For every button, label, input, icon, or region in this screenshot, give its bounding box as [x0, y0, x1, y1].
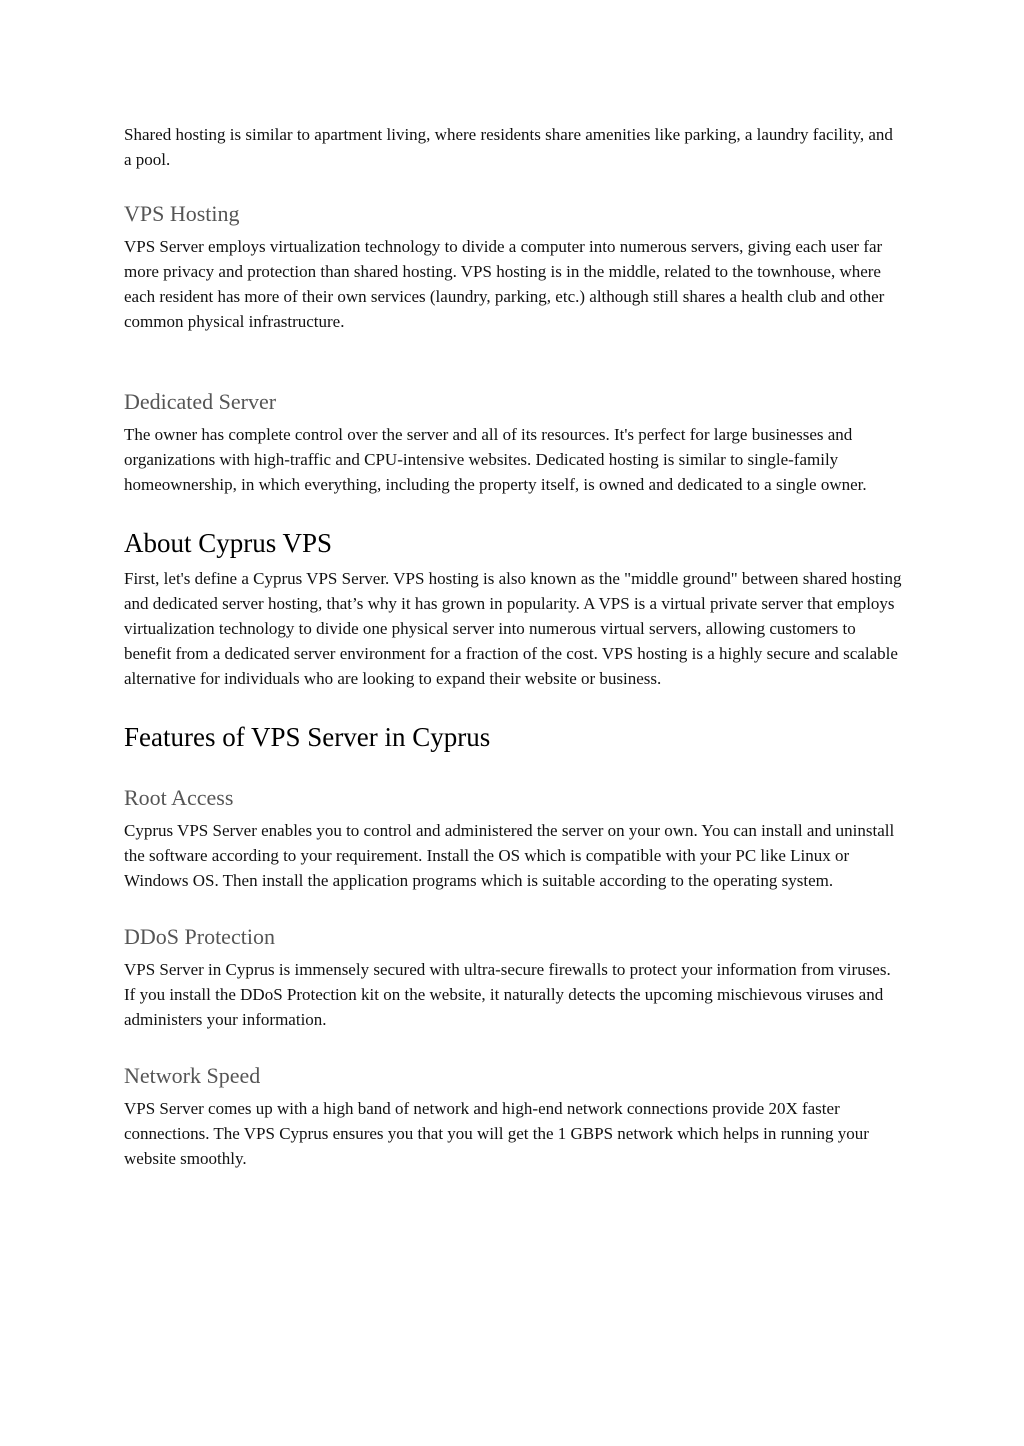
- network-speed-paragraph: VPS Server comes up with a high band of network and high-end network connections provide 20X faster connections. The VPS Cyprus ensures you that you will get the 1 GBPS network which helps in running your website smoothly.: [124, 1099, 869, 1168]
- features-heading: Features of VPS Server in Cyprus: [124, 722, 491, 752]
- root-access-heading: Root Access: [124, 785, 234, 810]
- dedicated-server-heading: Dedicated Server: [124, 389, 277, 414]
- vps-hosting-paragraph: VPS Server employs virtualization technology to divide a computer into numerous servers, giving each user far more privacy and protection than shared hosting. VPS hosting is in the middle, related to the townhouse, where each resident has more of their own services (laundry, parking, etc.) although still shares a health club and other common physical infrastructure.: [124, 237, 885, 331]
- dedicated-server-paragraph: The owner has complete control over the server and all of its resources. It's perfect for large businesses and organizations with high-traffic and CPU-intensive websites. Dedicated hosting is similar to single-family homeownership, in which everything, including the property itself, is owned and dedicated to a single owner.: [124, 425, 867, 494]
- about-cyprus-vps-heading: About Cyprus VPS: [124, 528, 333, 558]
- ddos-protection-heading: DDoS Protection: [124, 924, 275, 949]
- about-cyprus-vps-paragraph: First, let's define a Cyprus VPS Server. VPS hosting is also known as the "middle ground" between shared hosting and dedicated server hosting, that’s why it has grown in popularity. A VPS is a virtual private server that employs virtualization technology to divide one physical server into numerous virtual servers, allowing customers to benefit from a dedicated server environment for a fraction of the cost. VPS hosting is a highly secure and scalable alternative for individuals who are looking to expand their website or business.: [124, 569, 902, 688]
- root-access-paragraph: Cyprus VPS Server enables you to control and administered the server on your own. You can install and uninstall the software according to your requirement. Install the OS which is compatible with your PC like Linux or Windows OS. Then install the application programs which is suitable according to the operating system.: [124, 821, 895, 890]
- network-speed-heading: Network Speed: [124, 1063, 261, 1088]
- shared-hosting-paragraph: Shared hosting is similar to apartment living, where residents share amenities like parking, a laundry facility, and a pool.: [124, 125, 893, 169]
- vps-hosting-heading: VPS Hosting: [124, 201, 240, 226]
- document-page: [124, 122, 904, 1171]
- ddos-protection-paragraph: VPS Server in Cyprus is immensely secured with ultra-secure firewalls to protect your information from viruses. If you install the DDoS Protection kit on the website, it naturally detects the upcoming mischievous viruses and administers your information.: [124, 960, 891, 1029]
